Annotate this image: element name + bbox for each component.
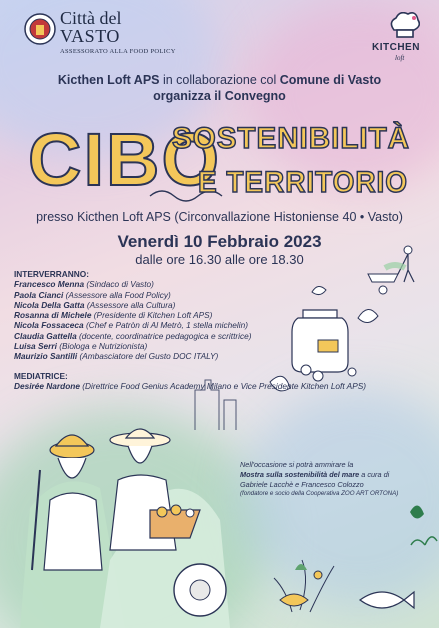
- show-title: Mostra sulla sostenibilità del mare: [240, 469, 360, 479]
- note-authors: Gabriele Lacchè e Francesco Colozzo: [240, 479, 364, 489]
- title-word-sostenibilita: SOSTENIBILITÀ: [172, 122, 414, 155]
- intro-line: [0, 73, 439, 87]
- note-line2: Mostra sulla sostenibilità del mare a cura di: [240, 469, 390, 479]
- event-time: dalle ore 16.30 alle ore 18.30: [135, 252, 304, 267]
- city-line2: VASTO: [60, 26, 120, 46]
- speakers-block: [14, 269, 367, 391]
- chef-hat-icon: [388, 12, 420, 42]
- event-title: [0, 100, 439, 215]
- speaker-item: Nicola Della Gatta (Assessore alla Cultura): [14, 299, 176, 310]
- speaker-item: Nicola Fossaceca (Chef e Patròn di Al Metrò, 1 stella michelin): [14, 320, 248, 331]
- title-word-territorio: E TERRITORIO: [198, 166, 408, 199]
- speaker-item: Maurizio Santilli (Ambasciatore del Gusto DOC ITALY): [14, 351, 219, 362]
- note-line1: Nell'occasione si potrà ammirare la: [240, 460, 354, 469]
- kitchen-logo-sub: loft: [395, 54, 405, 62]
- speaker-item: Claudia Gattella (docente, coordinatrice pedagogica e scrittrice): [14, 330, 252, 341]
- city-line1: Città del: [60, 8, 122, 28]
- venue-text: presso Kicthen Loft APS (Circonvallazione Histoniense 40 • Vasto): [36, 210, 403, 224]
- moderator-heading: MEDIATRICE:: [14, 370, 68, 381]
- kitchen-logo-name: KITCHEN: [372, 42, 420, 53]
- title-word-cibo: CIBO: [28, 118, 221, 201]
- city-name: Comune di Vasto: [279, 73, 382, 87]
- exhibition-note: [240, 460, 430, 499]
- sprout-icon: [411, 537, 437, 545]
- note-affiliation: (fondatore e socio della Cooperativa ZOO ART ORTONA): [240, 490, 399, 498]
- city-crest-icon: [23, 11, 57, 49]
- intro-line2: organizza il Convegno: [153, 89, 286, 103]
- collab-text: in collaborazione col: [159, 73, 280, 87]
- speaker-item: Francesco Menna (Sindaco di Vasto): [14, 279, 154, 290]
- speaker-item: Paola Cianci (Assessore alla Food Policy): [14, 289, 171, 300]
- city-logo-text: [60, 9, 122, 45]
- speaker-item: Rosanna di Michele (Presidente di Kitchen Loft APS): [14, 310, 213, 321]
- event-date: Venerdì 10 Febbraio 2023: [117, 232, 322, 251]
- sea-plant-icon: [274, 560, 334, 612]
- leaf-icon: [358, 309, 378, 322]
- farmers-illustration: [20, 429, 230, 628]
- moderator-item: Desirée Nardone (Direttrice Food Genius Academy Milano e Vice Presidente Kitchen Loft APS): [14, 380, 367, 391]
- speaker-item: Luisa Serri (Biologa e Nutrizionista): [14, 341, 148, 352]
- org-name: Kicthen Loft APS: [57, 73, 160, 87]
- leaf-icon: [410, 505, 424, 518]
- speakers-heading: INTERVERRANNO:: [14, 269, 89, 279]
- fish-icon: [280, 592, 414, 608]
- city-subtitle: ASSESSORATO ALLA FOOD POLICY: [60, 48, 176, 55]
